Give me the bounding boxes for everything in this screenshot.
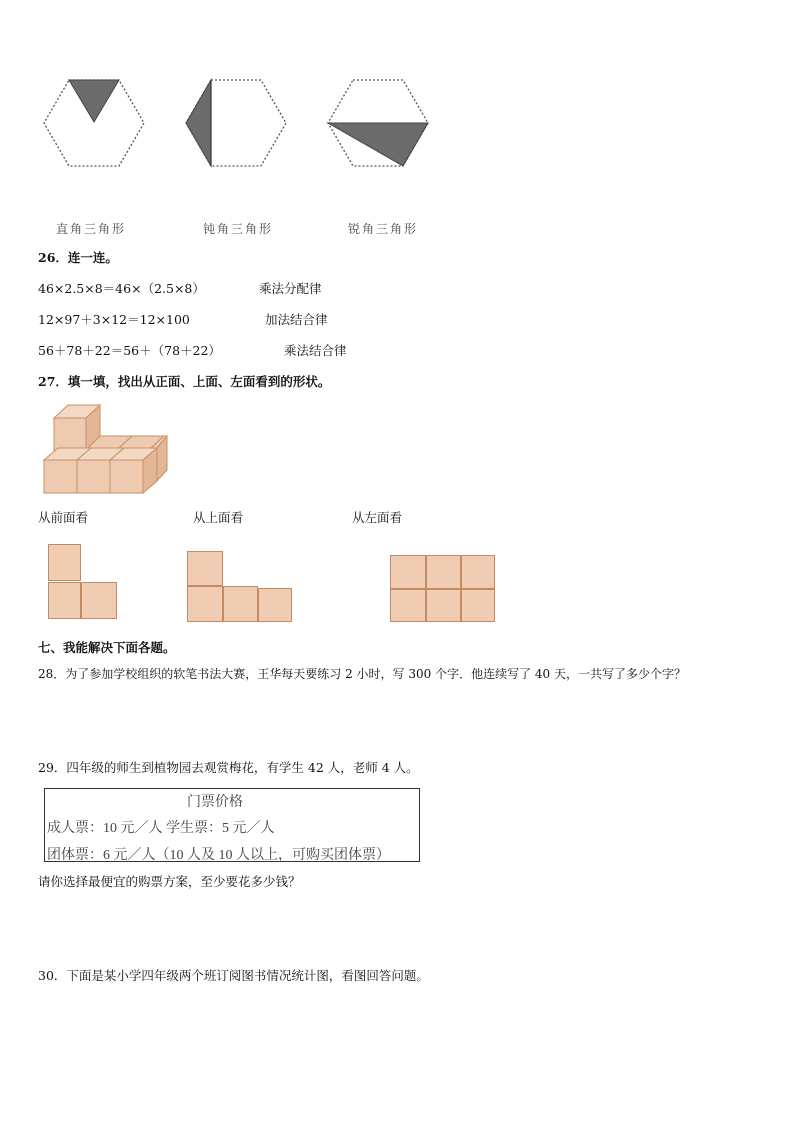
hexagon-label-acute: 锐角三角形 — [348, 222, 419, 236]
q29-question: 请你选择最便宜的购票方案，至少要花多少钱？ — [38, 874, 301, 889]
q26-law-2: 加法结合律 — [265, 312, 328, 327]
section7-title: 七、我能解决下面各题。 — [38, 640, 176, 655]
q30-text: 30．下面是某小学四年级两个班订阅图书情况统计图，看图回答问题。 — [38, 968, 429, 983]
ticket-table-line1: 成人票：10 元／人 学生票：5 元／人 — [47, 821, 275, 836]
ticket-table-header: 门票价格 — [187, 795, 243, 810]
view-left-label: 从左面看 — [352, 510, 403, 525]
q28-text: 28．为了参加学校组织的软笔书法大赛，王华每天要练习 2 小时，写 300 个字．他连续写了 40 天，一共写了多少个字？ — [38, 667, 686, 681]
hexagon-obtuse-triangle — [186, 80, 286, 166]
hexagon-figures — [0, 0, 794, 200]
q27-title: 27．填一填，找出从正面、上面、左面看到的形状。 — [38, 374, 331, 389]
q26-expr-2: 12×97＋3×12＝12×100 — [38, 312, 190, 327]
q26-law-1: 乘法分配律 — [259, 281, 322, 296]
q26-expr-3: 56＋78＋22＝56＋（78＋22） — [38, 343, 221, 358]
hexagon-acute-triangle — [328, 80, 428, 166]
top-view-shape — [187, 551, 293, 623]
ticket-table-line2: 团体票：6 元／人（10 人及 10 人以上，可购买团体票） — [47, 848, 390, 863]
q29-text: 29．四年级的师生到植物园去观赏梅花，有学生 42 人，老师 4 人。 — [38, 760, 419, 775]
view-top-label: 从上面看 — [193, 510, 244, 525]
ticket-price-table — [44, 788, 420, 862]
hexagon-label-right: 直角三角形 — [56, 222, 127, 236]
q26-law-3: 乘法结合律 — [284, 343, 347, 358]
q26-title: 26．连一连。 — [38, 250, 118, 265]
hexagon-label-obtuse: 钝角三角形 — [203, 222, 274, 236]
view-front-label: 从前面看 — [38, 510, 89, 525]
cube-stack-3d — [40, 400, 175, 500]
q26-expr-1: 46×2.5×8＝46×（2.5×8） — [38, 281, 205, 296]
front-view-shape — [48, 544, 118, 620]
hexagon-right-triangle — [44, 80, 144, 166]
left-view-shape — [390, 555, 496, 623]
